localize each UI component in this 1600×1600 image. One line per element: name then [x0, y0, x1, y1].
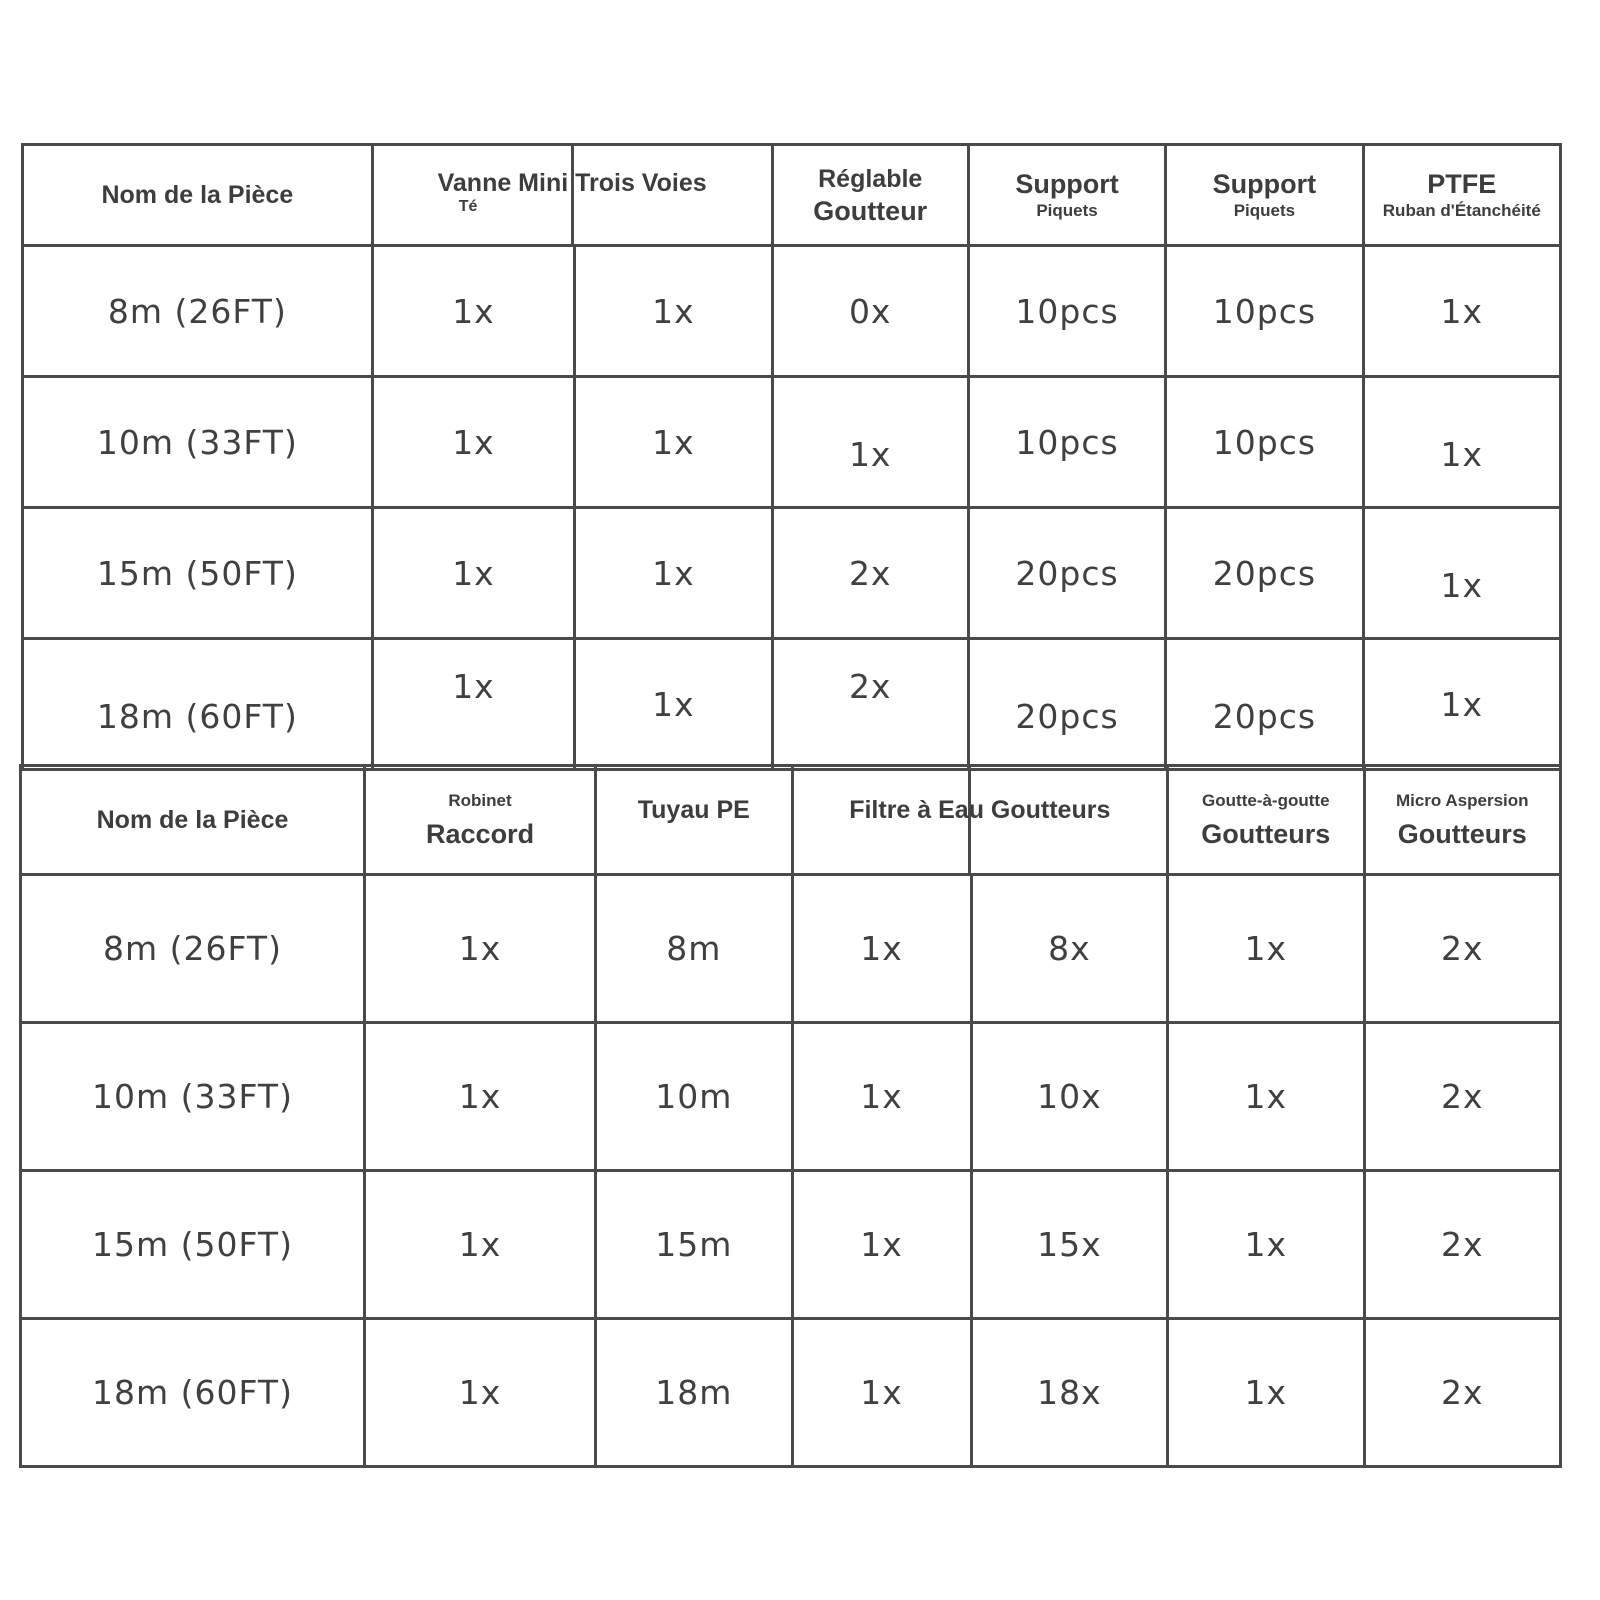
header-cell-vanne — [372, 145, 772, 246]
table-row — [21, 1023, 1561, 1171]
header-vanne-sub: Té — [458, 198, 478, 215]
header-robinet: Robinet — [448, 791, 512, 810]
value-cell: 2x — [1364, 1171, 1560, 1319]
table-row — [23, 508, 1561, 639]
value-cell: 8m — [596, 875, 792, 1023]
header-tuyau: Tuyau PE — [637, 796, 750, 824]
value-text: 1x — [452, 666, 495, 706]
value-cell: 1x — [792, 1171, 971, 1319]
value-cell: 1x — [365, 1023, 596, 1171]
row-label-text: 18m (60FT) — [96, 696, 298, 736]
value-text: 2x — [848, 666, 892, 706]
value-cell — [1166, 639, 1363, 770]
header-cell-reglable — [772, 145, 968, 246]
header-cell-name — [23, 145, 373, 246]
value-cell: 1x — [365, 875, 596, 1023]
value-cell: 1x — [575, 246, 772, 377]
value-cell: 1x — [1168, 1023, 1364, 1171]
value-cell — [1363, 377, 1560, 508]
header-cell-ptfe — [1363, 145, 1560, 246]
value-cell: 18x — [971, 1319, 1167, 1467]
header-vanne: Vanne Mini Trois Voies — [437, 169, 707, 197]
value-cell: 1x — [1168, 875, 1364, 1023]
value-cell — [968, 639, 1165, 770]
value-cell: 1x — [792, 1319, 971, 1467]
table-row — [23, 246, 1561, 377]
header-raccord: Raccord — [426, 819, 535, 849]
value-cell: 0x — [772, 246, 968, 377]
header-row — [23, 145, 1561, 246]
value-text: 20pcs — [1015, 696, 1119, 736]
header-goutte: Goutteurs — [1201, 819, 1331, 849]
header-support-2: Support — [1212, 169, 1317, 199]
value-cell: 1x — [1363, 246, 1560, 377]
header-cell-filtre — [792, 766, 1168, 875]
value-cell: 1x — [372, 508, 574, 639]
value-cell — [372, 639, 574, 770]
value-cell: 15m — [596, 1171, 792, 1319]
value-cell: 10pcs — [968, 246, 1165, 377]
value-cell: 10pcs — [968, 377, 1165, 508]
value-cell: 2x — [1364, 875, 1560, 1023]
value-cell: 20pcs — [968, 508, 1165, 639]
header-goutte-sub: Goutte-à-goutte — [1202, 791, 1330, 810]
table-row — [23, 639, 1561, 770]
value-text: 1x — [1440, 565, 1484, 605]
value-cell: 18m — [596, 1319, 792, 1467]
value-cell: 1x — [372, 246, 574, 377]
value-cell: 10x — [971, 1023, 1167, 1171]
value-cell — [772, 377, 968, 508]
header-support-1-sub: Piquets — [1036, 201, 1098, 220]
value-text: 1x — [848, 434, 892, 474]
header-row — [21, 766, 1561, 875]
header-micro-sub: Micro Aspersion — [1395, 791, 1529, 810]
value-cell: 1x — [575, 377, 772, 508]
header-cell-micro — [1364, 766, 1560, 875]
value-cell — [1363, 508, 1560, 639]
components-table-bottom — [19, 764, 1562, 1468]
value-text: 20pcs — [1212, 696, 1317, 736]
row-label: 10m (33FT) — [23, 377, 373, 508]
header-name: Nom de la Pièce — [101, 181, 294, 209]
value-cell: 8x — [971, 875, 1167, 1023]
value-cell: 1x — [575, 639, 772, 770]
header-cell-tuyau — [596, 766, 792, 875]
row-label: 8m (26FT) — [21, 875, 365, 1023]
header-cell-name — [21, 766, 365, 875]
value-cell: 1x — [792, 1023, 971, 1171]
value-cell: 2x — [1364, 1023, 1560, 1171]
table-row — [21, 875, 1561, 1023]
value-cell: 2x — [1364, 1319, 1560, 1467]
components-table-top — [21, 143, 1562, 771]
header-support-2-sub: Piquets — [1233, 201, 1296, 220]
header-ptfe: PTFE — [1427, 169, 1497, 199]
header-reglable: Réglable — [818, 165, 923, 193]
table-row — [21, 1171, 1561, 1319]
value-cell — [772, 639, 968, 770]
value-cell: 10pcs — [1166, 246, 1363, 377]
value-cell: 1x — [365, 1171, 596, 1319]
value-cell: 10m — [596, 1023, 792, 1171]
value-cell: 1x — [365, 1319, 596, 1467]
value-cell: 1x — [575, 508, 772, 639]
value-cell: 15x — [971, 1171, 1167, 1319]
header-name: Nom de la Pièce — [96, 806, 289, 834]
row-label — [23, 639, 373, 770]
header-filtre: Filtre à Eau Goutteurs — [849, 796, 1111, 824]
value-cell: 2x — [772, 508, 968, 639]
header-micro: Goutteurs — [1397, 819, 1527, 849]
header-cell-support-1 — [968, 145, 1165, 246]
header-cell-goutte — [1168, 766, 1364, 875]
table-row — [23, 377, 1561, 508]
table-row — [21, 1319, 1561, 1467]
value-cell: 1x — [792, 875, 971, 1023]
header-cell-support-2 — [1166, 145, 1363, 246]
row-label: 10m (33FT) — [21, 1023, 365, 1171]
value-cell: 10pcs — [1166, 377, 1363, 508]
header-support-1: Support — [1015, 169, 1119, 199]
header-cell-robinet — [365, 766, 596, 875]
value-text: 1x — [1440, 434, 1484, 474]
header-goutteur: Goutteur — [813, 196, 928, 226]
header-ptfe-sub: Ruban d'Étanchéité — [1382, 201, 1541, 220]
value-cell: 20pcs — [1166, 508, 1363, 639]
row-label: 15m (50FT) — [23, 508, 373, 639]
value-cell: 1x — [372, 377, 574, 508]
row-label: 15m (50FT) — [21, 1171, 365, 1319]
row-label: 8m (26FT) — [23, 246, 373, 377]
row-label: 18m (60FT) — [21, 1319, 365, 1467]
value-cell: 1x — [1168, 1171, 1364, 1319]
value-cell: 1x — [1363, 639, 1560, 770]
value-cell: 1x — [1168, 1319, 1364, 1467]
